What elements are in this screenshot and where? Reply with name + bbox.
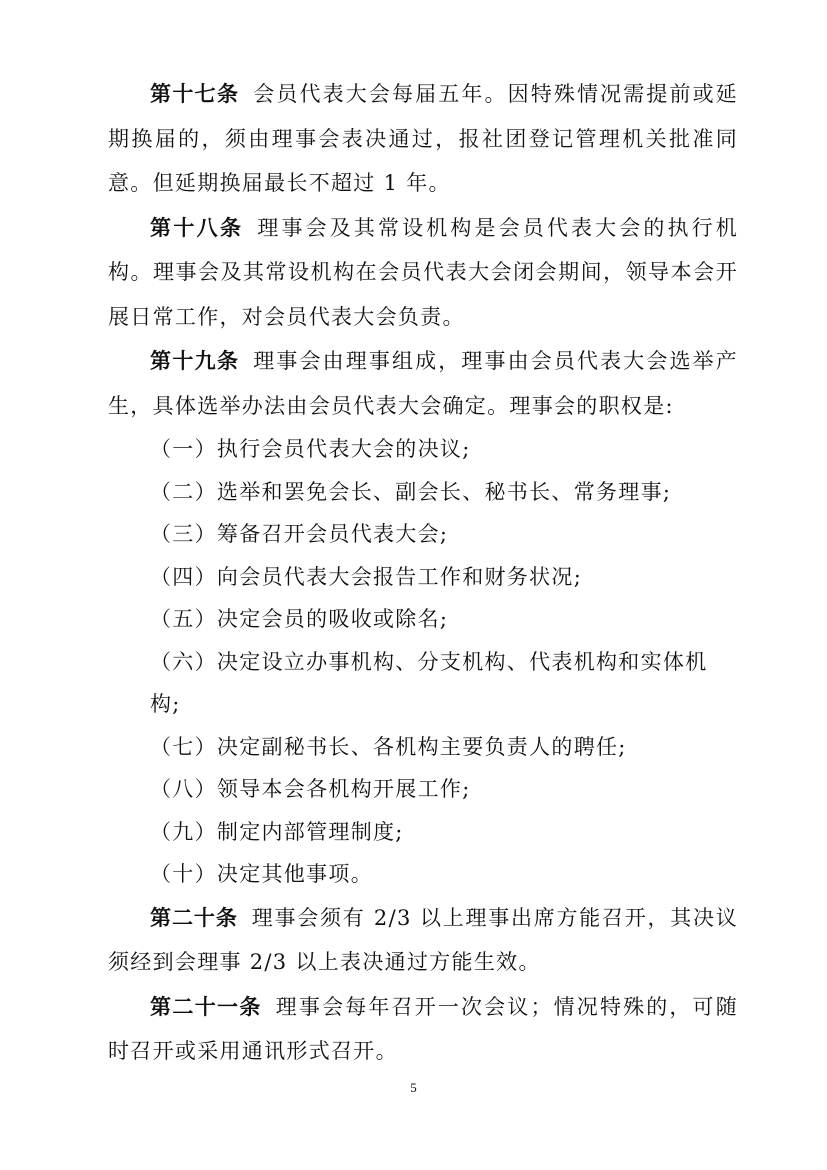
- article-text: 理事会每年召开一次会议；情况特殊的，可随时召开或采用通讯形式召开。: [108, 994, 739, 1063]
- article-18: [108, 206, 738, 340]
- power-item: （十）决定其他事项。: [150, 862, 373, 886]
- article-17: [108, 72, 738, 206]
- article-number: 第十七条: [150, 82, 240, 106]
- powers-list: [108, 428, 738, 896]
- power-item: （一）执行会员代表大会的决议;: [150, 437, 471, 461]
- power-item: （六）决定设立办事机构、分支机构、代表机构和实体机构;: [150, 649, 708, 716]
- document-body: [108, 72, 738, 1074]
- article-21: [108, 985, 738, 1074]
- article-text: 理事会及其常设机构是会员代表大会的执行机构。理事会及其常设机构在会员代表大会闭会期间，领导本会开展日常工作，对会员代表大会负责。: [108, 215, 739, 329]
- article-number: 第十九条: [150, 349, 240, 373]
- power-item: （三）筹备召开会员代表大会;: [150, 522, 449, 546]
- power-item: （五）决定会员的吸收或除名;: [150, 607, 449, 631]
- power-item: （四）向会员代表大会报告工作和财务状况;: [150, 564, 583, 589]
- power-item: （八）领导本会各机构开展工作;: [150, 777, 471, 801]
- article-19: [108, 339, 738, 428]
- power-item: （二）选举和罢免会长、副会长、秘书长、常务理事;: [150, 479, 672, 504]
- article-number: 第十八条: [150, 215, 244, 240]
- article-text: 理事会由理事组成，理事由会员代表大会选举产生，具体选举办法由会员代表大会确定。理事会的职权是:: [108, 349, 738, 418]
- page-number: 5: [410, 1080, 417, 1095]
- article-20: [108, 896, 738, 985]
- article-number: 第二十一条: [150, 994, 262, 1019]
- article-number: 第二十条: [150, 905, 238, 930]
- article-text: 会员代表大会每届五年。因特殊情况需提前或延期换届的，须由理事会表决通过，报社团登记管理机关批准同意。但延期换届最长不超过 1 年。: [108, 82, 738, 195]
- power-item: （七）决定副秘书长、各机构主要负责人的聘任;: [150, 734, 627, 759]
- article-text: 理事会须有 2/3 以上理事出席方能召开，其决议须经到会理事 2/3 以上表决通过方能生效。: [108, 905, 738, 974]
- power-item: （九）制定内部管理制度;: [150, 819, 404, 844]
